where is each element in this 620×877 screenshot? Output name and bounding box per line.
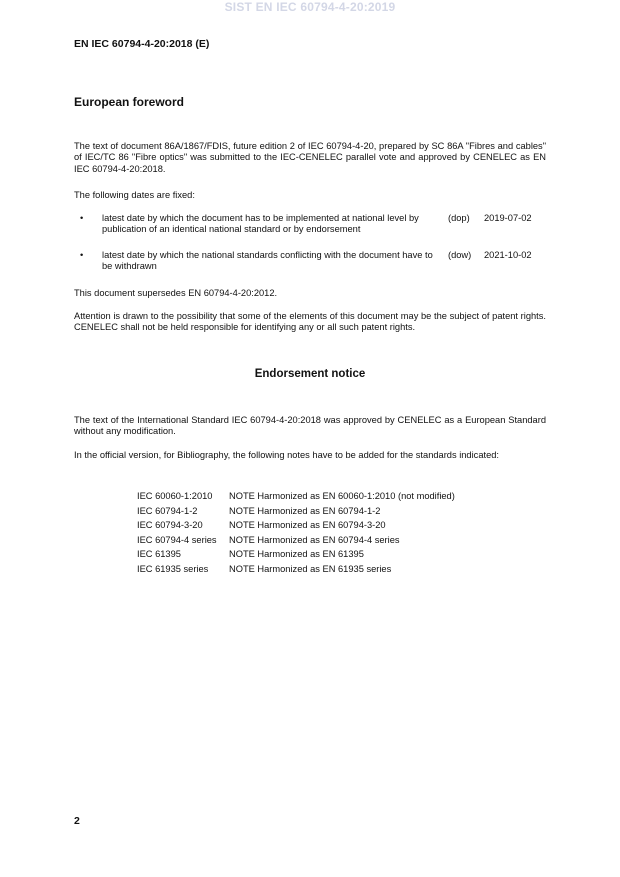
foreword-intro-paragraph: The text of document 86A/1867/FDIS, future edition 2 of IEC 60794-4-20, prepared by SC 86A "Fibres and cables" of IEC/TC 86 "Fibre optics" was submitted to the IEC-CENELEC parallel vote and approved by CENELEC as EN IEC 60794-4-20:2018. <box>74 141 546 174</box>
bibliography-notes-intro: In the official version, for Bibliography, the following notes have to be added for the standards indicated: <box>74 450 499 460</box>
dates-intro-paragraph: The following dates are fixed: <box>74 190 195 200</box>
list-item <box>137 547 497 562</box>
dow-abbreviation: (dow) <box>448 250 472 260</box>
standard-reference: IEC 60060-1:2010 <box>137 491 213 501</box>
list-item <box>137 533 497 548</box>
list-item <box>137 562 497 577</box>
endorsement-heading: Endorsement notice <box>254 368 366 380</box>
dop-abbreviation: (dop) <box>448 213 470 223</box>
document-id-header: EN IEC 60794-4-20:2018 (E) <box>74 38 210 50</box>
dop-date: 2019-07-02 <box>484 213 532 223</box>
watermark: SIST EN IEC 60794-4-20:2019 <box>224 0 396 14</box>
harmonization-note: NOTE Harmonized as EN 60794-4 series <box>229 534 400 545</box>
list-item <box>137 518 497 533</box>
harmonization-note: NOTE Harmonized as EN 61395 <box>229 549 364 560</box>
dow-description: latest date by which the national standards conflicting with the document have to be withdrawn <box>102 250 433 272</box>
harmonization-note: NOTE Harmonized as EN 60060-1:2010 (not modified) <box>229 491 455 501</box>
list-item <box>137 489 497 504</box>
standard-reference: IEC 60794-3-20 <box>137 520 203 531</box>
bibliography-notes-list <box>137 489 497 577</box>
list-item <box>137 504 497 519</box>
standard-reference: IEC 60794-4 series <box>137 534 217 545</box>
endorsement-paragraph: The text of the International Standard IEC 60794-4-20:2018 was approved by CENELEC as a European Standard without any modification. <box>74 415 546 437</box>
bullet-icon: • <box>80 250 84 260</box>
attention-paragraph: Attention is drawn to the possibility that some of the elements of this document may be the subject of patent rights. CENELEC shall not be held responsible for identifying any or all such patent rights. <box>74 311 546 333</box>
list-item-dow <box>74 250 546 274</box>
harmonization-note: NOTE Harmonized as EN 60794-1-2 <box>229 505 381 516</box>
supersedes-paragraph: This document supersedes EN 60794-4-20:2012. <box>74 288 278 298</box>
standard-reference: IEC 61395 <box>137 549 181 560</box>
standard-reference: IEC 60794-1-2 <box>137 505 198 516</box>
dop-description: latest date by which the document has to be implemented at national level by publication of an identical national standard or by endorsement <box>102 213 419 235</box>
foreword-heading: European foreword <box>74 95 185 109</box>
dow-date: 2021-10-02 <box>484 250 532 260</box>
list-item-dop <box>74 213 546 237</box>
harmonization-note: NOTE Harmonized as EN 61935 series <box>229 563 392 574</box>
bullet-icon: • <box>80 213 84 223</box>
page-number: 2 <box>74 815 80 827</box>
standard-reference: IEC 61935 series <box>137 563 209 574</box>
harmonization-note: NOTE Harmonized as EN 60794-3-20 <box>229 520 386 531</box>
